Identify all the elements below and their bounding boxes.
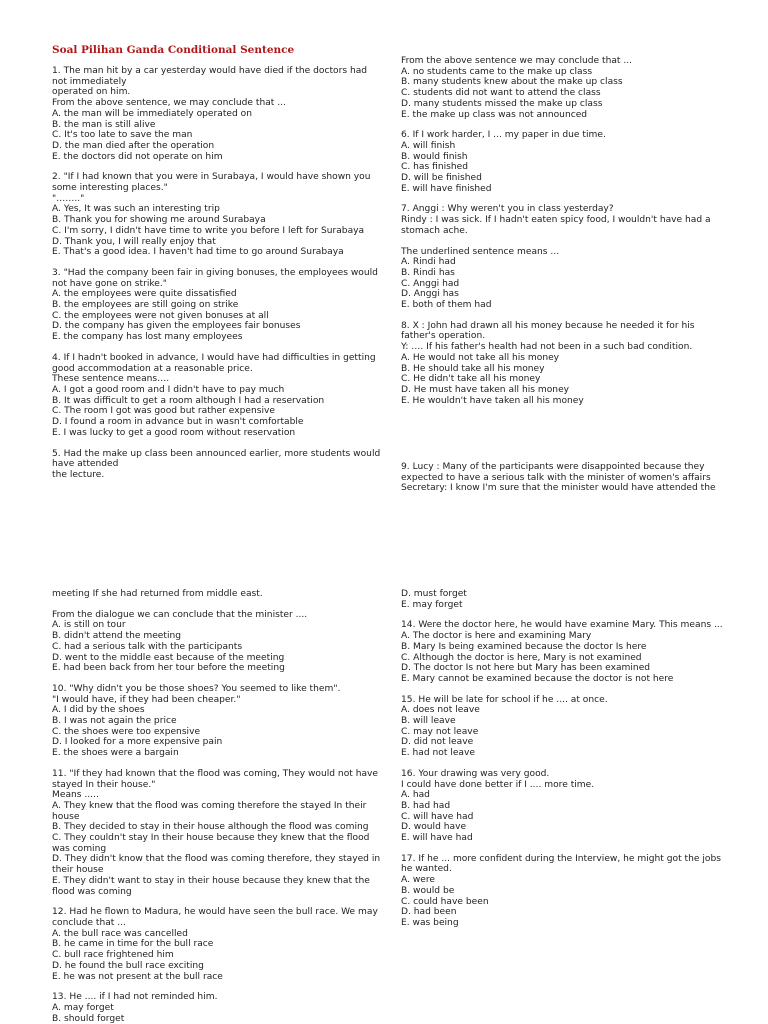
text-line: E. had been back from her tour before the meeting (52, 663, 285, 674)
text-line: 13. He .... if I had not reminded him. (52, 992, 218, 1003)
block-spacer (401, 311, 731, 321)
text-line: D. They didn't know that the flood was coming therefore, they stayed in (52, 854, 381, 865)
block-spacer (401, 120, 731, 130)
text-line: 6. If I work harder, I ... my paper in due time. (401, 130, 606, 141)
text-line: have attended (52, 459, 119, 470)
text-line: C. I'm sorry, I didn't have time to write you before I left for Surabaya (52, 225, 365, 236)
text-line: E. They didn't want to stay in their house because they knew that the (52, 875, 370, 886)
text-line: D. went to the middle east because of the meeting (52, 652, 285, 663)
text-line: he wanted. (401, 864, 452, 875)
text-line: C. Although the doctor is here, Mary is not examined (401, 652, 642, 663)
text-line: D. I looked for a more expensive pain (52, 737, 223, 748)
text-line: B. Mary Is being examined because the doctor Is here (401, 641, 647, 652)
text-line: B. I was not again the price (52, 716, 177, 727)
text-line: D. will be finished (401, 173, 482, 184)
text-line: conclude that ... (52, 917, 126, 928)
text-line: E. Mary cannot be examined because the doctor is not here (401, 673, 674, 684)
text-line: D. the man died after the operation (52, 140, 215, 151)
column-left-top (52, 66, 382, 481)
text-line: D. would have (401, 822, 467, 833)
text-line: 5. Had the make up class been announced earlier, more students would (52, 448, 381, 459)
text-line: B. would finish (401, 151, 468, 162)
text-line: C. has finished (401, 162, 468, 173)
text-line: D. Anggi has (401, 289, 459, 300)
text-line: E. will have had (401, 833, 473, 844)
text-line: their house (52, 865, 104, 876)
text-line: Means ..... (52, 790, 99, 801)
text-line: From the dialogue we can conclude that the minister .... (52, 609, 308, 620)
text-line: B. It was difficult to get a room although I had a reservation (52, 395, 325, 406)
text-line: B. many students knew about the make up class (401, 77, 623, 88)
text-line: Secretary: I know I'm sure that the minister would have attended the (401, 483, 716, 494)
text-line: B. the man is still alive (52, 119, 156, 130)
question-block (401, 695, 731, 759)
block-spacer (52, 343, 382, 353)
question-block (401, 589, 731, 610)
text-line: meeting If she had returned from middle east. (52, 589, 263, 599)
text-line: B. Thank you for showing me around Surabaya (52, 215, 266, 226)
text-line: E. That's a good idea. I haven't had time to go around Surabaya (52, 247, 344, 258)
block-spacer (52, 162, 382, 172)
text-line: "I would have, if they had been cheaper." (52, 694, 241, 705)
text-line: D. Thank you, I will really enjoy that (52, 236, 216, 247)
page-title: Soal Pilihan Ganda Conditional Sentence (52, 44, 295, 56)
text-line: B. will leave (401, 716, 456, 727)
text-line: 17. If he ... more confident during the Interview, he might got the jobs (401, 853, 721, 864)
block-spacer (52, 759, 382, 769)
text-line: A. no students came to the make up class (401, 66, 593, 77)
text-line: B. he came in time for the bull race (52, 939, 214, 950)
text-line: E. was being (401, 917, 459, 928)
text-line: B. He should take all his money (401, 363, 545, 374)
text-line: A. is still on tour (52, 620, 126, 631)
text-line: C. the shoes were too expensive (52, 726, 201, 737)
block-spacer (401, 685, 731, 695)
text-line: E. will have finished (401, 183, 492, 194)
text-line: A. They knew that the flood was coming therefore the stayed In their (52, 800, 367, 811)
text-line: D. many students missed the make up class (401, 98, 603, 109)
text-line: C. the employees were not given bonuses at all (52, 310, 269, 321)
text-line: E. he was not present at the bull race (52, 971, 223, 982)
text-line: 12. Had he flown to Madura, he would have seen the bull race. We may (52, 907, 378, 918)
block-spacer (401, 759, 731, 769)
question-block (52, 610, 382, 674)
text-line: A. will finish (401, 140, 456, 151)
text-line: B. should forget (52, 1013, 125, 1024)
question-block (52, 66, 382, 162)
question-block (52, 684, 382, 759)
block-spacer (401, 194, 731, 204)
text-line: C. could have been (401, 896, 489, 907)
text-line: E. both of them had (401, 300, 492, 311)
text-line: D. must forget (401, 589, 467, 599)
text-line: house (52, 811, 80, 822)
column-left-bottom (52, 589, 382, 1024)
text-line: C. Anggi had (401, 278, 460, 289)
block-spacer (401, 610, 731, 620)
text-line: some interesting places." (52, 183, 168, 194)
text-line: C. students did not want to attend the class (401, 88, 601, 99)
question-block (401, 247, 731, 311)
text-line: D. had been (401, 907, 457, 918)
block-spacer (52, 600, 382, 610)
text-line: stayed In their house." (52, 779, 156, 790)
text-line: 14. Were the doctor here, he would have examine Mary. This means ... (401, 620, 723, 631)
block-spacer (52, 258, 382, 268)
text-line: was coming (52, 843, 107, 854)
text-line: E. the doctors did not operate on him (52, 151, 223, 162)
text-line: B. had had (401, 800, 451, 811)
text-line: C. bull race frightened him (52, 950, 174, 961)
text-line: A. The doctor is here and examining Mary (401, 631, 592, 642)
text-line: B. They decided to stay in their house although the flood was coming (52, 822, 369, 833)
question-block (52, 449, 382, 481)
text-line: operated on him. (52, 87, 131, 98)
text-line: A. Rindi had (401, 257, 456, 268)
text-line: B. Rindi has (401, 267, 455, 278)
text-line: D. The doctor Is not here but Mary has been examined (401, 663, 651, 674)
question-block (52, 268, 382, 343)
text-line: C. They couldn't stay In their house because they knew that the flood (52, 833, 370, 844)
block-spacer (401, 237, 731, 247)
text-line: E. the shoes were a bargain (52, 748, 179, 759)
text-line: 7. Anggi : Why weren't you in class yesterday? (401, 204, 614, 215)
text-line: 8. X : John had drawn all his money because he needed it for his (401, 320, 695, 331)
text-line: A. He would not take all his money (401, 352, 560, 363)
text-line: From the above sentence we may conclude that ... (401, 56, 633, 66)
question-block (52, 172, 382, 258)
text-line: C. may not leave (401, 726, 479, 737)
text-line: C. had a serious talk with the participants (52, 641, 243, 652)
text-line: E. may forget (401, 599, 463, 610)
text-line: B. didn't attend the meeting (52, 631, 182, 642)
text-line: E. I was lucky to get a good room without reservation (52, 427, 296, 438)
block-spacer (52, 897, 382, 907)
text-line: B. the employees are still going on strike (52, 300, 239, 311)
text-line: A. had (401, 790, 430, 801)
text-line: C. He didn't take all his money (401, 374, 541, 385)
text-line: the lecture. (52, 469, 105, 480)
text-line: D. did not leave (401, 737, 474, 748)
question-block (52, 589, 382, 600)
text-line: D. the company has given the employees fair bonuses (52, 321, 301, 332)
text-line: Rindy : I was sick. If I hadn't eaten spicy food, I wouldn't have had a (401, 215, 711, 226)
question-block (401, 854, 731, 929)
question-block (52, 992, 382, 1024)
text-line: 11. "If they had known that the flood was coming, They would not have (52, 768, 379, 779)
text-line: The underlined sentence means ... (401, 246, 560, 257)
text-line: 10. "Why didn't you be those shoes? You seemed to like them". (52, 683, 341, 694)
text-line: A. does not leave (401, 705, 480, 716)
text-line: D. he found the bull race exciting (52, 960, 204, 971)
text-line: B. would be (401, 885, 455, 896)
text-line: A. I did by the shoes (52, 705, 145, 716)
text-line: From the above sentence, we may conclude that ... (52, 98, 286, 109)
text-line: These sentence means…. (52, 374, 170, 385)
text-line: A. may forget (52, 1002, 114, 1013)
text-line: D. I found a room in advance but in wasn't comfortable (52, 417, 304, 428)
column-right-top (401, 56, 731, 406)
question-block (52, 907, 382, 982)
text-line: D. He must have taken all his money (401, 384, 570, 395)
text-line: 16. Your drawing was very good. (401, 768, 550, 779)
text-line: good accommodation at a reasonable price. (52, 363, 253, 374)
text-line: 3. "Had the company been fair in giving bonuses, the employees would (52, 267, 378, 278)
text-line: C. The room I got was good but rather expensive (52, 406, 275, 417)
text-line: E. He wouldn't have taken all his money (401, 395, 584, 406)
text-line: 15. He will be late for school if he .... at once. (401, 694, 608, 705)
question-block (52, 353, 382, 439)
question-block (401, 130, 731, 194)
text-line: A. Yes, It was such an interesting trip (52, 204, 220, 215)
text-line: Y: …. If his father's health had not been in a such bad condition. (401, 342, 693, 353)
text-line: A. I got a good room and I didn't have to pay much (52, 384, 285, 395)
text-line: A. were (401, 875, 436, 886)
text-line: E. the company has lost many employees (52, 332, 243, 343)
text-line: 2. "If I had known that you were in Surabaya, I would have shown you (52, 172, 371, 183)
question-block (401, 620, 731, 684)
question-9 (401, 462, 731, 494)
question-block (401, 769, 731, 844)
text-line: expected to have a serious talk with the minister of women's affairs (401, 472, 711, 483)
text-line: A. the bull race was cancelled (52, 928, 188, 939)
text-line: "…….." (52, 193, 85, 204)
text-line: C. It's too late to save the man (52, 130, 193, 141)
text-line: E. the make up class was not announced (401, 109, 588, 120)
text-line: father's operation. (401, 331, 486, 342)
text-line: E. had not leave (401, 748, 475, 759)
block-spacer (401, 844, 731, 854)
block-spacer (52, 982, 382, 992)
text-line: not have gone on strike." (52, 278, 167, 289)
column-right-bottom (401, 589, 731, 929)
text-line: not immediately (52, 76, 127, 87)
question-block (401, 204, 731, 236)
question-block (52, 769, 382, 897)
text-line: flood was coming (52, 886, 132, 897)
text-line: A. the man will be immediately operated on (52, 108, 252, 119)
block-spacer (52, 674, 382, 684)
text-line: I could have done better if I .... more time. (401, 779, 595, 790)
text-line: 1. The man hit by a car yesterday would have died if the doctors had (52, 66, 368, 76)
text-line: A. the employees were quite dissatisfied (52, 289, 237, 300)
text-line: 9. Lucy : Many of the participants were disappointed because they (401, 462, 705, 472)
question-block (401, 321, 731, 407)
text-line: 4. If I hadn't booked in advance, I would have had difficulties in getting (52, 352, 376, 363)
text-line: C. will have had (401, 811, 474, 822)
text-line: stomach ache. (401, 225, 468, 236)
question-block (401, 56, 731, 120)
block-spacer (52, 439, 382, 449)
